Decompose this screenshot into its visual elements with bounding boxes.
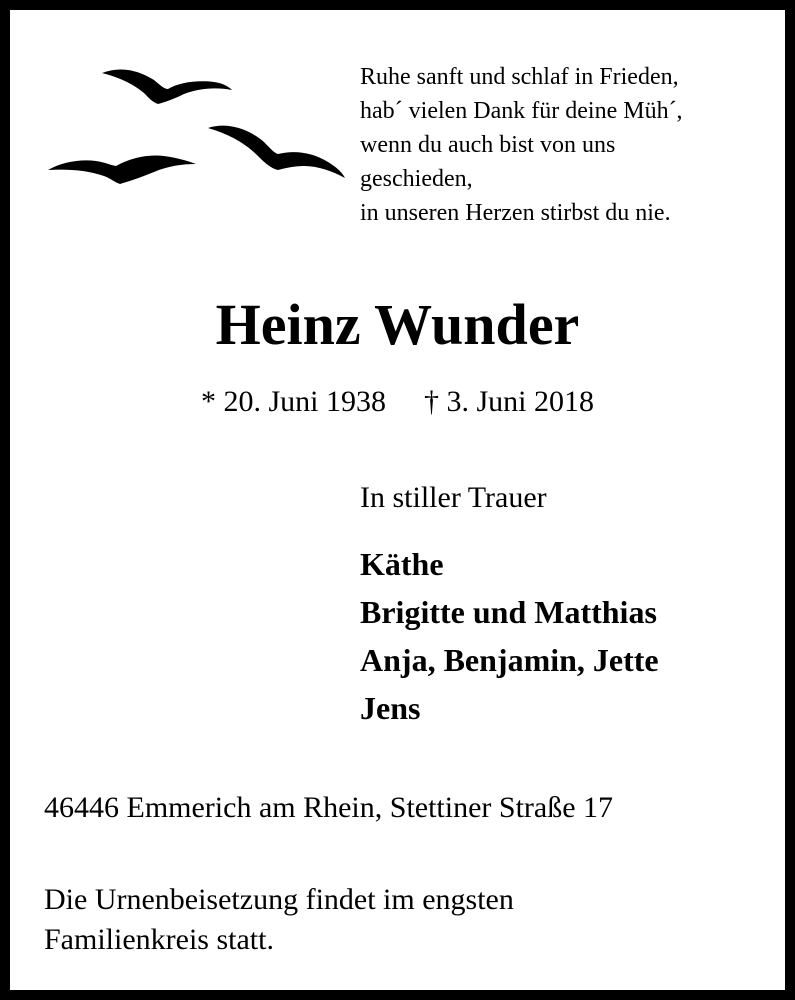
flying-birds-illustration <box>38 58 358 198</box>
mourning-line: In stiller Trauer <box>360 481 547 514</box>
mourner-name: Brigitte und Matthias <box>360 594 657 630</box>
poem-line: wenn du auch bist von uns <box>360 132 616 158</box>
mourner-name: Jens <box>360 690 421 726</box>
burial-note-line: Die Urnenbeisetzung findet im engsten <box>44 883 514 916</box>
burial-note <box>44 880 514 960</box>
bird-icon <box>208 126 345 178</box>
mourner-name: Käthe <box>360 546 444 582</box>
poem-line: Ruhe sanft und schlaf in Frieden, <box>360 64 679 90</box>
mourners-list <box>360 540 659 732</box>
bird-icon <box>48 155 196 184</box>
mourner-name: Anja, Benjamin, Jette <box>360 642 659 678</box>
birth-date: * 20. Juni 1938 <box>200 385 386 418</box>
poem-line: geschieden, <box>360 166 473 192</box>
poem-line: in unseren Herzen stirbst du nie. <box>360 200 671 226</box>
deceased-name: Heinz Wunder <box>215 292 580 357</box>
burial-note-line: Familienkreis statt. <box>44 923 274 956</box>
life-dates <box>10 382 785 422</box>
death-date: † 3. Juni 2018 <box>424 385 595 418</box>
bird-icon <box>102 69 232 104</box>
poem-line: hab´ vielen Dank für deine Müh´, <box>360 98 683 124</box>
memorial-poem <box>360 60 780 230</box>
family-address: 46446 Emmerich am Rhein, Stettiner Straße 17 <box>44 791 614 824</box>
